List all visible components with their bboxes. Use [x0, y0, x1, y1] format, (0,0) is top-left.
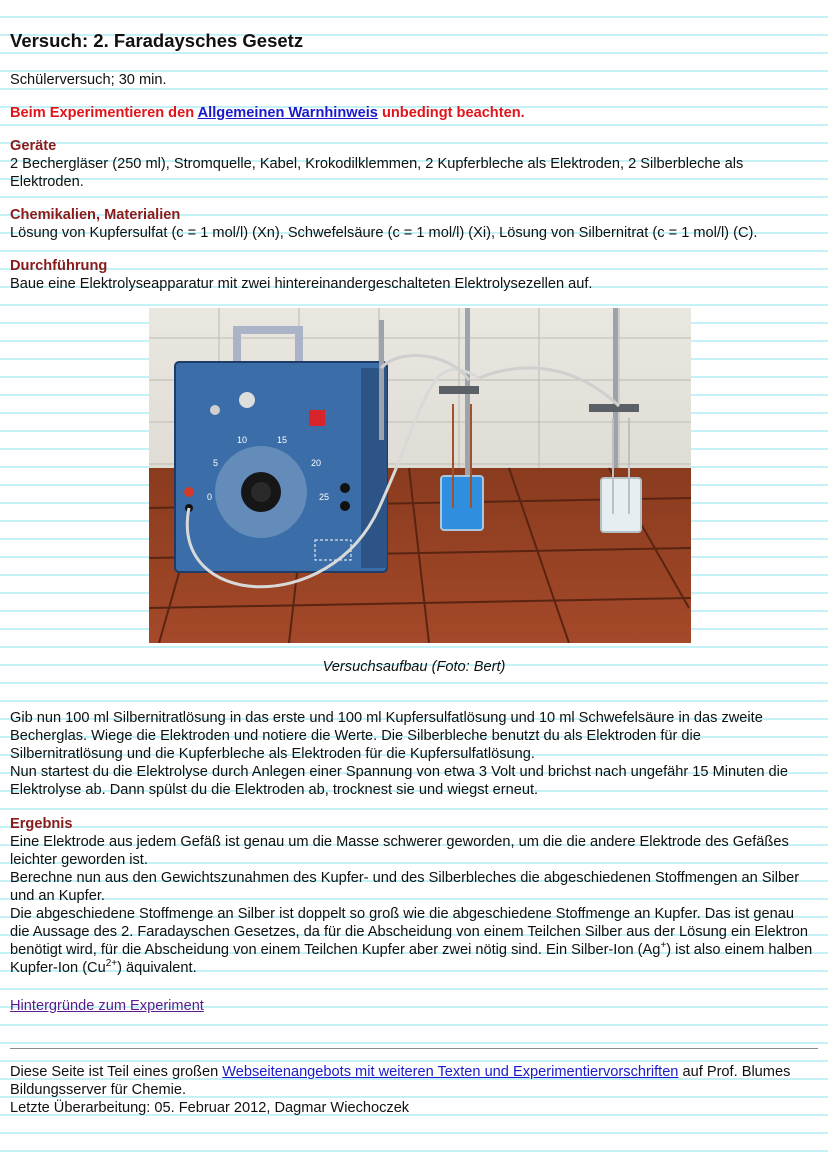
section-text-chemikalien: Lösung von Kupfersulfat (c = 1 mol/l) (Xn), Schwefelsäure (c = 1 mol/l) (Xi), Lösung von Silbernitrat (c = 1 mol/l) (C).	[10, 225, 758, 241]
silver-ion-charge: +	[660, 940, 667, 952]
experiment-setup-photo	[149, 308, 691, 643]
result-paragraph-3	[10, 905, 816, 977]
footer-revision: Letzte Überarbeitung: 05. Februar 2012, Dagmar Wiechoczek	[10, 1100, 410, 1116]
procedure-paragraph-2: Nun startest du die Elektrolyse durch Anlegen einer Spannung von etwa 3 Volt und brichst nach ungefähr 15 Minuten die Elektrolyse ab. Dann spülst du die Elektroden ab, trocknest sie und wiegst erneut.	[10, 764, 789, 798]
dial-label-0: 0	[207, 492, 213, 502]
section-heading-ergebnis: Ergebnis	[10, 816, 73, 832]
experiment-meta: Schülerversuch; 30 min.	[10, 72, 167, 88]
footer-divider	[10, 1048, 818, 1049]
result-p3-text-c: ) äquivalent.	[117, 960, 197, 976]
procedure-paragraph-1: Gib nun 100 ml Silbernitratlösung in das erste und 100 ml Kupfersulfatlösung und 10 ml Schwefelsäure in das zweite Becherglas. Wiege die Elektroden und notiere die Werte. Die Silberbleche benutzt du als Elektroden für die Silbernitratlösung und die Kupferbleche als Elektroden für die Kupfersulfatlösung.	[10, 710, 763, 762]
footer-text	[10, 1063, 816, 1099]
dial-label-5: 5	[213, 458, 219, 468]
dial-label-10: 10	[237, 435, 248, 445]
dial-label-20: 20	[311, 458, 322, 468]
copper-ion-charge: 2+	[105, 958, 118, 970]
section-text-geraete: 2 Bechergläser (250 ml), Stromquelle, Kabel, Krokodilklemmen, 2 Kupferbleche als Elektroden, 2 Silberbleche als Elektroden.	[10, 156, 744, 190]
footer-text-after: auf Prof. Blumes Bildungsserver für Chemie.	[10, 1064, 791, 1098]
warning-text-before: Beim Experimentieren den	[10, 105, 198, 121]
section-heading-durchfuehrung: Durchführung	[10, 258, 108, 274]
safety-warning	[10, 104, 816, 122]
photo-caption: Versuchsaufbau (Foto: Bert)	[322, 659, 506, 675]
result-p3-text-b: ) ist also einem halben Kupfer-Ion (Cu	[10, 942, 813, 976]
footer-link[interactable]: Webseitenangebots mit weiteren Texten und Experimentiervorschriften	[222, 1064, 679, 1080]
warning-text-after: unbedingt beachten.	[377, 105, 525, 121]
result-p3-text-a: Die abgeschiedene Stoffmenge an Silber ist doppelt so groß wie die abgeschiedene Stoffmenge an Kupfer. Das ist genau die Aussage des 2. Faradayschen Gesetzes, da für die Abscheidung von einem Teilchen Silber aus der Lösung ein Elektron benötigt wird, für die Abscheidung von einem Teilchen Kupfer aber zwei nötig sind. Ein Silber-Ion (Ag	[10, 906, 809, 958]
footer-text-before: Diese Seite ist Teil eines großen	[10, 1064, 223, 1080]
result-paragraph-1: Eine Elektrode aus jedem Gefäß ist genau um die Masse schwerer geworden, um die die andere Elektrode des Gefäßes leichter geworden ist.	[10, 834, 789, 868]
background-link[interactable]: Hintergründe zum Experiment	[10, 998, 204, 1014]
dial-label-25: 25	[319, 492, 330, 502]
section-heading-geraete: Geräte	[10, 138, 57, 154]
dial-label-15: 15	[277, 435, 288, 445]
background-link-line	[10, 997, 816, 1015]
section-heading-chemikalien: Chemikalien, Materialien	[10, 207, 181, 223]
warning-link[interactable]: Allgemeinen Warnhinweis	[197, 105, 378, 121]
result-paragraph-2: Berechne nun aus den Gewichtszunahmen des Kupfer- und des Silberbleches die abgeschiedenen Stoffmengen an Silber und an Kupfer.	[10, 870, 800, 904]
page-title: Versuch: 2. Faradaysches Gesetz	[10, 30, 304, 51]
section-text-durchfuehrung-intro: Baue eine Elektrolyseapparatur mit zwei hintereinandergeschalteten Elektrolysezellen auf.	[10, 276, 593, 292]
